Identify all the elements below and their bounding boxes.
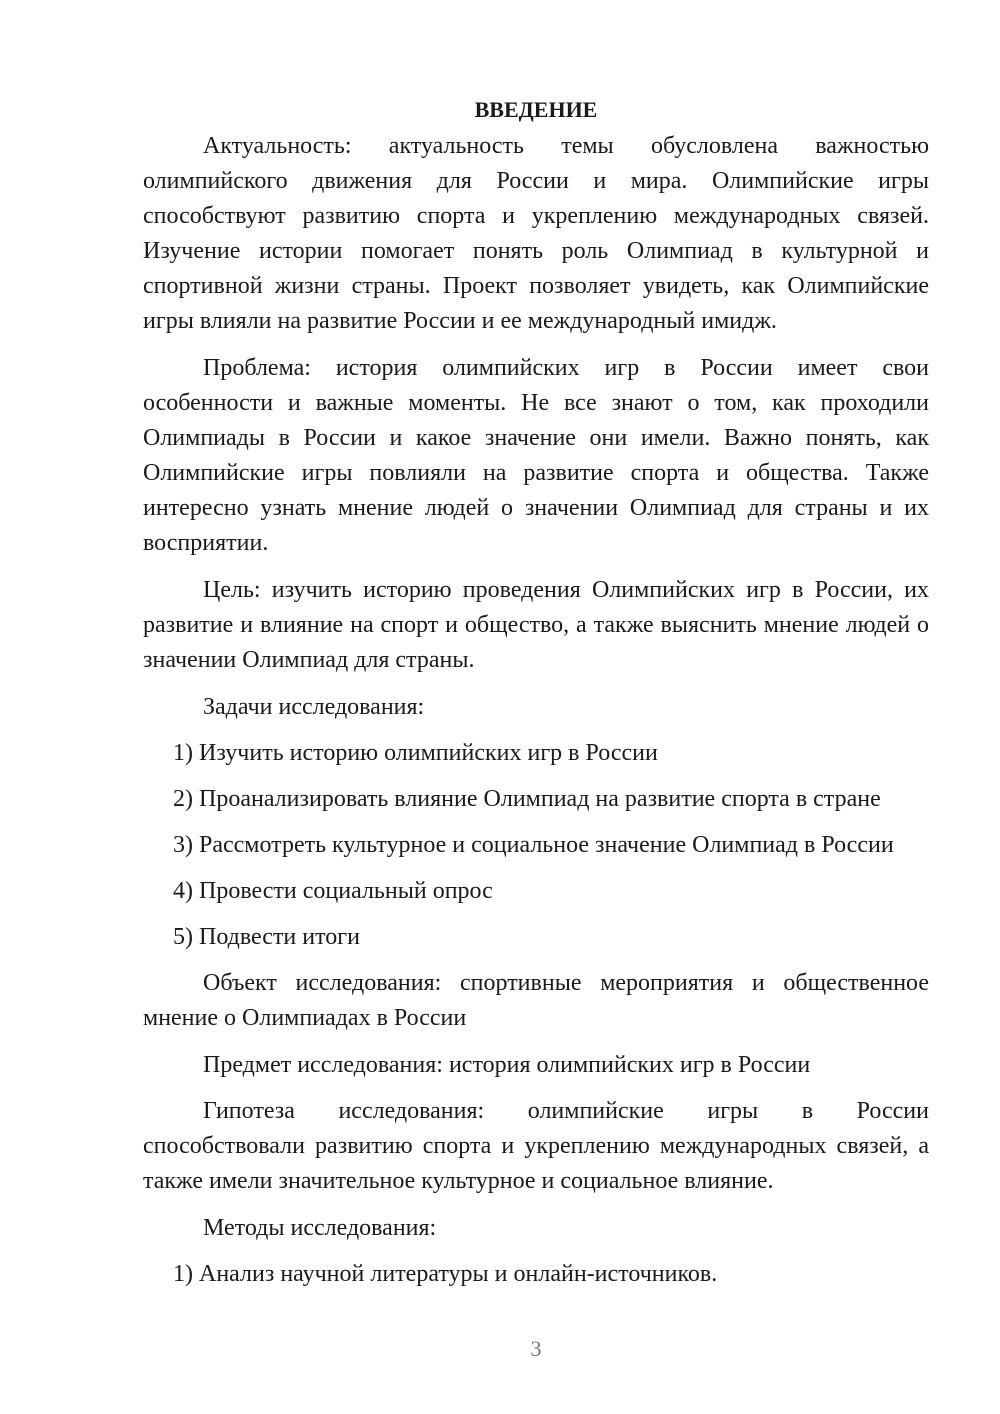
page-number: 3 bbox=[530, 1336, 542, 1361]
task-item: 1) Изучить историю олимпийских игр в России bbox=[173, 740, 658, 766]
hypothesis-continuation: способствовали развитию спорта и укреплению международных связей, а также имели значительное культурное и социальное влияние. bbox=[143, 1133, 929, 1194]
task-item: 5) Подвести итоги bbox=[173, 924, 360, 950]
task-item: 2) Проанализировать влияние Олимпиад на развитие спорта в стране bbox=[173, 786, 881, 812]
relevance-paragraph: Актуальность: актуальность темы обусловлена важностью олимпийского движения для России и мира. Олимпийские игры способствуют развитию спорта и укреплению международных связей. Изучение истории помогает понять роль Олимпиад в культурной и спортивной жизни страны. Проект позволяет увидеть, как Олимпийские игры влияли на развитие России и ее международный имидж. bbox=[143, 133, 929, 334]
methods-heading: Методы исследования: bbox=[203, 1215, 437, 1241]
object-paragraph: Объект исследования: спортивные мероприятия и общественное мнение о Олимпиадах в России bbox=[143, 970, 929, 1031]
goal-paragraph: Цель: изучить историю проведения Олимпийских игр в России, их развитие и влияние на спорт и общество, а также выяснить мнение людей о значении Олимпиад для страны. bbox=[143, 577, 929, 673]
hypothesis-line: Гипотеза исследования: олимпийские игры в России bbox=[203, 1098, 929, 1124]
document-page bbox=[143, 95, 929, 1303]
task-item: 3) Рассмотреть культурное и социальное значение Олимпиад в России bbox=[173, 832, 894, 858]
method-item: 1) Анализ научной литературы и онлайн-источников. bbox=[173, 1261, 718, 1287]
section-title: ВВЕДЕНИЕ bbox=[474, 97, 598, 122]
problem-paragraph: Проблема: история олимпийских игр в России имеет свои особенности и важные моменты. Не все знают о том, как проходили Олимпиады в России и какое значение они имели. Важно понять, как Олимпийские игры повлияли на развитие спорта и общества. Также интересно узнать мнение людей о значении Олимпиад для страны и их восприятии. bbox=[143, 355, 929, 556]
task-item: 4) Провести социальный опрос bbox=[173, 878, 493, 904]
tasks-heading: Задачи исследования: bbox=[203, 694, 425, 720]
subject-paragraph: Предмет исследования: история олимпийских игр в России bbox=[203, 1052, 811, 1078]
hypothesis-paragraph bbox=[143, 1094, 929, 1199]
